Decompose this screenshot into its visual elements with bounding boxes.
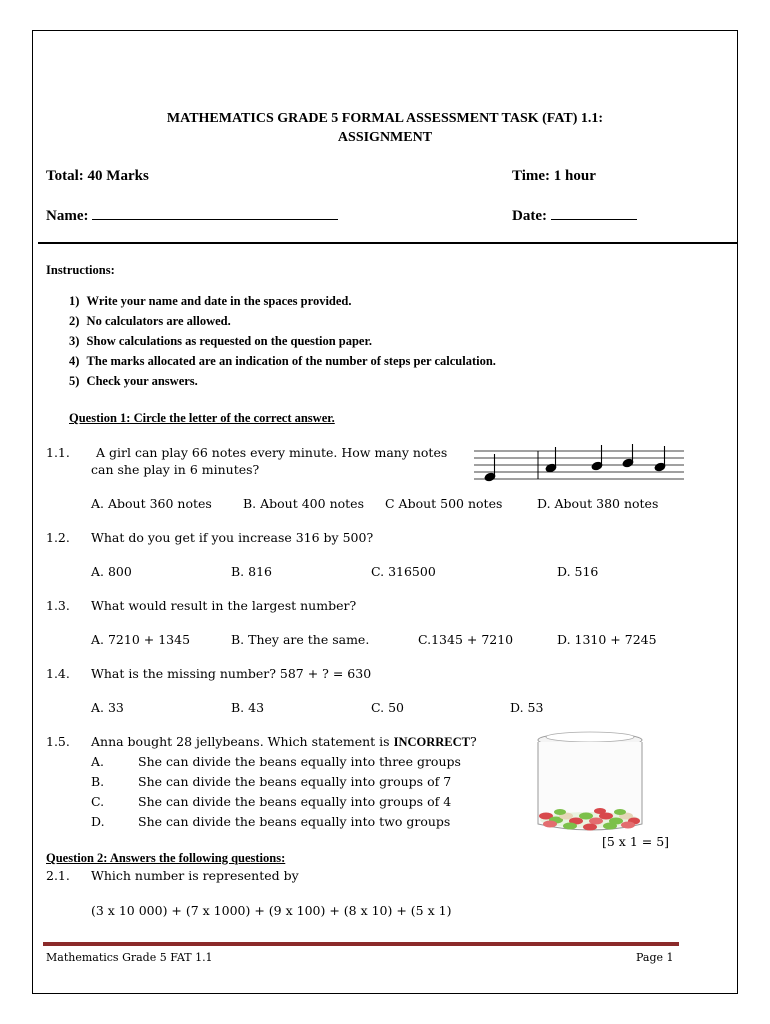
marks-allocation: [5 x 1 = 5] xyxy=(602,834,670,849)
option-c[interactable]: C About 500 notes xyxy=(385,496,503,511)
question-number: 1.5. xyxy=(46,734,70,749)
option-letter-c[interactable]: C. xyxy=(91,794,105,809)
option-a[interactable]: A. About 360 notes xyxy=(91,496,212,511)
instruction-text: No calculators are allowed. xyxy=(86,314,231,328)
option-c[interactable]: C. 50 xyxy=(371,700,404,715)
option-d-text[interactable]: She can divide the beans equally into two groups xyxy=(138,814,451,829)
music-notes-icon xyxy=(470,442,686,484)
option-a[interactable]: A. 33 xyxy=(91,700,124,715)
question-number: 1.4. xyxy=(46,666,70,681)
instruction-number: 4) xyxy=(69,354,80,368)
question-text: A girl can play 66 notes every minute. How many notes xyxy=(96,445,448,460)
option-b[interactable]: B. 816 xyxy=(231,564,272,579)
date-field[interactable] xyxy=(512,208,637,225)
option-b[interactable]: B. 43 xyxy=(231,700,265,715)
question-text: What do you get if you increase 316 by 500? xyxy=(91,530,374,545)
option-letter-a[interactable]: A. xyxy=(91,754,105,769)
question-number: 1.3. xyxy=(46,598,70,613)
question-text: What would result in the largest number? xyxy=(91,598,357,613)
date-blank[interactable] xyxy=(551,219,637,220)
instruction-text: The marks allocated are an indication of the number of steps per calculation. xyxy=(86,354,496,368)
question-text: Which number is represented by xyxy=(91,868,299,883)
option-letter-d[interactable]: D. xyxy=(91,814,105,829)
option-a[interactable]: A. 800 xyxy=(91,564,132,579)
footer-divider xyxy=(43,942,679,946)
question-text: can she play in 6 minutes? xyxy=(91,462,260,477)
footer-title: Mathematics Grade 5 FAT 1.1 xyxy=(46,951,213,964)
page-title-line1: MATHEMATICS GRADE 5 FORMAL ASSESSMENT TASK (FAT) 1.1: xyxy=(166,111,604,126)
name-blank[interactable] xyxy=(92,219,338,220)
instruction-number: 1) xyxy=(69,294,80,308)
instruction-item xyxy=(69,334,372,349)
option-d[interactable]: D. 53 xyxy=(510,700,544,715)
page-number: Page 1 xyxy=(636,951,674,964)
question-number: 2.1. xyxy=(46,868,70,883)
question-text: What is the missing number? 587 + ? = 630 xyxy=(91,666,372,681)
question1-heading: Question 1: Circle the letter of the correct answer. xyxy=(69,411,335,425)
option-d[interactable]: D. 516 xyxy=(557,564,599,579)
option-c-text[interactable]: She can divide the beans equally into groups of 4 xyxy=(138,794,452,809)
option-a[interactable]: A. 7210 + 1345 xyxy=(91,632,191,647)
question-text xyxy=(91,734,477,750)
name-field[interactable] xyxy=(46,208,338,225)
page-title-line2: ASSIGNMENT xyxy=(337,130,433,145)
total-marks: Total: 40 Marks xyxy=(46,168,149,184)
option-d[interactable]: D. 1310 + 7245 xyxy=(557,632,657,647)
question-number: 1.2. xyxy=(46,530,70,545)
header-divider xyxy=(38,242,738,244)
instruction-number: 2) xyxy=(69,314,80,328)
jellybean-jar-icon xyxy=(530,728,652,838)
instruction-text: Check your answers. xyxy=(86,374,198,388)
question-number: 1.1. xyxy=(46,445,70,460)
instruction-text: Write your name and date in the spaces provided. xyxy=(86,294,352,308)
instruction-text: Show calculations as requested on the question paper. xyxy=(86,334,373,348)
instruction-item xyxy=(69,354,496,369)
incorrect-emphasis: INCORRECT xyxy=(393,735,470,749)
question-text-end: ? xyxy=(469,734,477,749)
name-label: Name: xyxy=(46,208,89,224)
option-letter-b[interactable]: B. xyxy=(91,774,105,789)
option-d[interactable]: D. About 380 notes xyxy=(537,496,659,511)
option-b-text[interactable]: She can divide the beans equally into groups of 7 xyxy=(138,774,452,789)
instruction-item xyxy=(69,314,231,329)
instruction-item xyxy=(69,294,352,309)
instructions-heading: Instructions: xyxy=(46,263,115,277)
question2-heading: Question 2: Answers the following questions: xyxy=(46,851,286,865)
option-b[interactable]: B. About 400 notes xyxy=(243,496,364,511)
option-c[interactable]: C.1345 + 7210 xyxy=(418,632,514,647)
instruction-number: 3) xyxy=(69,334,80,348)
instruction-item xyxy=(69,374,198,389)
question-text-start: Anna bought 28 jellybeans. Which statement is xyxy=(91,734,394,749)
option-a-text[interactable]: She can divide the beans equally into three groups xyxy=(138,754,461,769)
option-c[interactable]: C. 316500 xyxy=(371,564,436,579)
instruction-number: 5) xyxy=(69,374,80,388)
date-label: Date: xyxy=(512,208,547,224)
expanded-notation-expression: (3 x 10 000) + (7 x 1000) + (9 x 100) + (8 x 10) + (5 x 1) xyxy=(91,903,452,918)
option-b[interactable]: B. They are the same. xyxy=(231,632,370,647)
time-allowed: Time: 1 hour xyxy=(512,168,596,184)
